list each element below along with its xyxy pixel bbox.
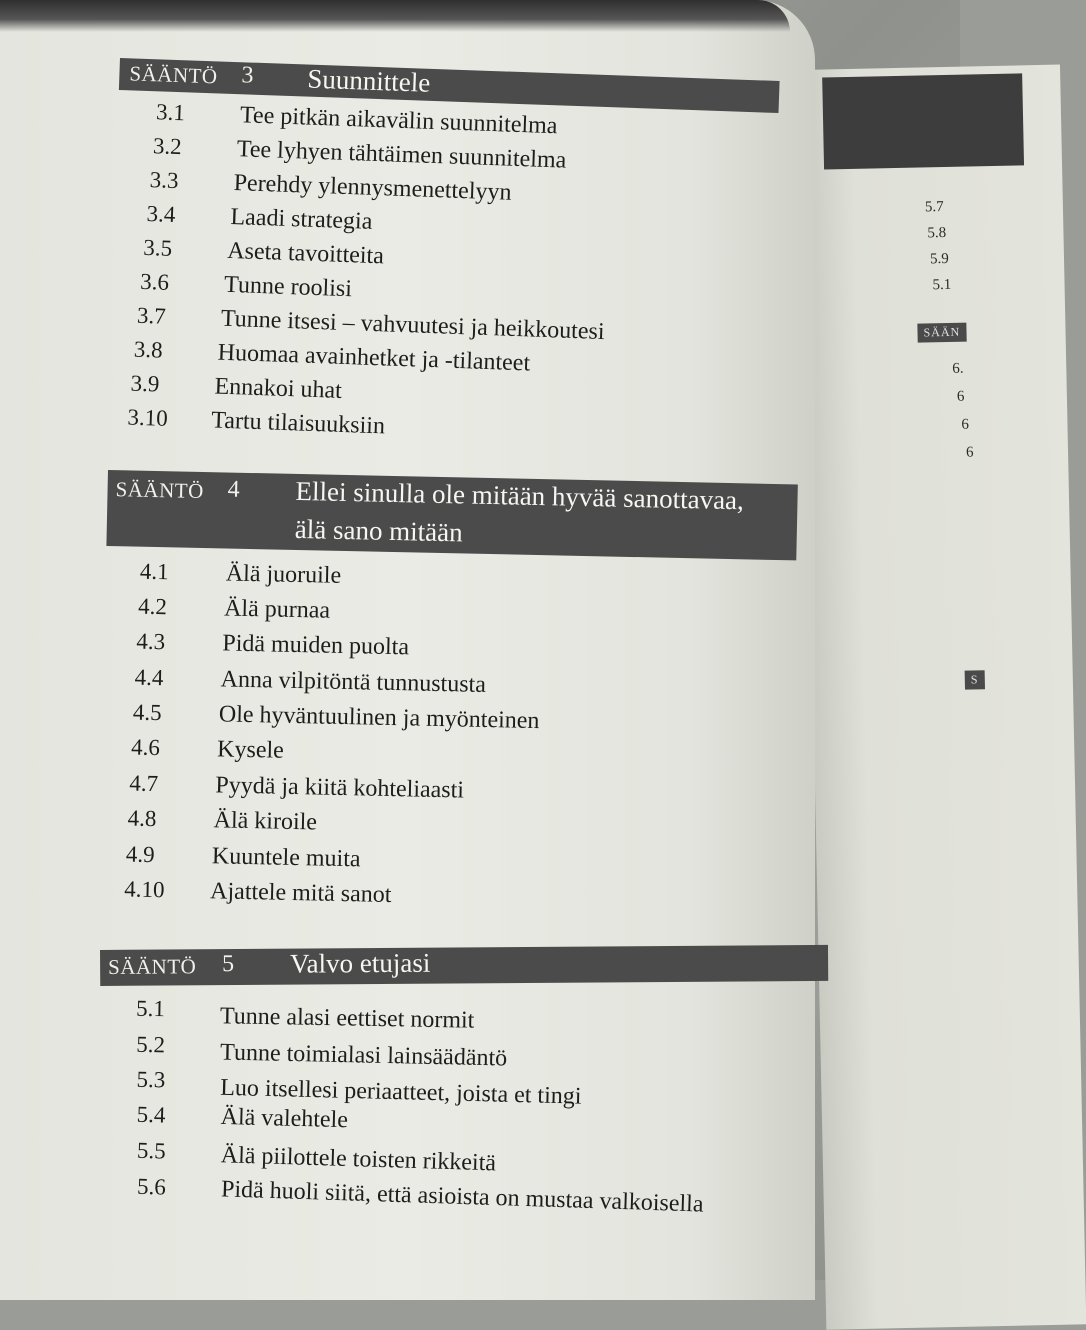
section-title-line: älä sano mitään <box>294 513 464 548</box>
item-number: 5.5 <box>136 1137 167 1164</box>
item-number: 3.5 <box>142 234 173 261</box>
item-text: Tunne itsesi – vahvuutesi ja heikkoutesi <box>220 305 605 346</box>
item-number: 4.6 <box>130 734 161 761</box>
item-number: 4.3 <box>136 628 166 655</box>
item-number: 4.5 <box>132 699 162 726</box>
item-text: Älä juoruile <box>225 560 342 589</box>
item-text: Älä valehtele <box>220 1103 349 1134</box>
item-text: Kuuntele muita <box>211 843 361 873</box>
section-number: 4 <box>227 476 240 503</box>
item-text: Tartu tilaisuuksiin <box>210 407 386 440</box>
facing-section-badge: S <box>965 670 985 689</box>
item-text: Pidä huoli siitä, että asioista on mustaa valkoisella <box>220 1176 704 1218</box>
facing-item-number: 5.7 <box>924 199 944 216</box>
item-number: 3.9 <box>130 370 160 397</box>
section-title: Suunnittele <box>306 63 431 98</box>
item-text: Kysele <box>216 736 285 764</box>
item-number: 4.10 <box>123 876 165 903</box>
item-text: Ajattele mitä sanot <box>209 878 392 909</box>
item-number: 4.7 <box>129 770 159 797</box>
item-number: 4.1 <box>139 558 169 585</box>
facing-item-number: 5.1 <box>932 276 952 294</box>
facing-item-number: 5.9 <box>929 250 949 268</box>
section-keyword: SÄÄNTÖ <box>129 61 219 89</box>
item-text: Ennakoi uhat <box>214 373 343 404</box>
item-text: Pyydä ja kiitä kohteliaasti <box>215 772 465 804</box>
rule-section-5 <box>100 945 830 1240</box>
section-title: Valvo etujasi <box>289 947 431 979</box>
item-number: 4.2 <box>137 593 168 620</box>
section-number: 5 <box>222 951 235 978</box>
item-text: Älä kiroile <box>213 807 318 836</box>
item-text: Ole hyväntuulinen ja myönteinen <box>218 701 540 735</box>
item-text: Tee pitkän aikavälin suunnitelma <box>239 102 558 140</box>
rule-section-3 <box>107 58 780 461</box>
item-number: 3.1 <box>155 99 186 126</box>
item-text: Älä purnaa <box>223 595 331 624</box>
item-text: Aseta tavoitteita <box>226 237 385 270</box>
section-header-bar <box>100 945 828 986</box>
facing-item-number: 6 <box>961 416 970 433</box>
item-number: 3.3 <box>149 167 179 194</box>
item-text: Tunne roolisi <box>223 271 353 303</box>
item-text: Huomaa avainhetket ja -tilanteet <box>217 339 531 377</box>
item-number: 3.6 <box>139 268 170 295</box>
section-header-bar <box>106 470 797 560</box>
section-keyword: SÄÄNTÖ <box>115 477 205 504</box>
item-number: 4.8 <box>127 805 157 832</box>
item-text: Tee lyhyen tähtäimen suunnitelma <box>236 136 567 174</box>
facing-item-number: 5.8 <box>927 224 947 242</box>
item-number: 3.10 <box>127 404 169 431</box>
item-text: Perehdy ylennysmenettelyyn <box>233 170 512 206</box>
item-number: 5.2 <box>136 1031 166 1058</box>
item-number: 3.8 <box>133 336 164 363</box>
item-text: Luo itsellesi periaatteet, joista et tingi <box>220 1074 582 1110</box>
item-number: 5.6 <box>136 1173 167 1200</box>
item-number: 5.1 <box>135 995 166 1022</box>
facing-item-number: 6. <box>952 360 964 377</box>
facing-section-badge: SÄÄN <box>917 323 966 343</box>
section-header-bar <box>119 58 780 113</box>
facing-item-number: 6 <box>965 444 974 461</box>
item-number: 3.2 <box>152 133 183 160</box>
item-text: Pidä muiden puolta <box>222 630 410 661</box>
rule-section-4 <box>99 470 798 934</box>
item-text: Tunne toimialasi lainsäädäntö <box>219 1039 508 1072</box>
item-number: 4.4 <box>134 664 164 691</box>
item-number: 5.3 <box>136 1066 166 1093</box>
item-number: 5.4 <box>136 1101 166 1128</box>
item-number: 4.9 <box>125 841 155 868</box>
item-number: 3.7 <box>136 302 167 329</box>
item-text: Älä piilottele toisten rikkeitä <box>220 1142 497 1177</box>
item-text: Anna vilpitöntä tunnustusta <box>220 666 487 698</box>
facing-item-number: 6 <box>956 388 965 405</box>
item-number: 3.4 <box>146 201 176 228</box>
section-keyword: SÄÄNTÖ <box>108 954 197 979</box>
item-text: Tunne alasi eettiset normit <box>219 1003 475 1034</box>
section-title-line: Ellei sinulla ole mitään hyvää sanottavaa, <box>295 475 745 516</box>
section-number: 3 <box>241 62 254 89</box>
item-text: Laadi strategia <box>230 203 373 235</box>
